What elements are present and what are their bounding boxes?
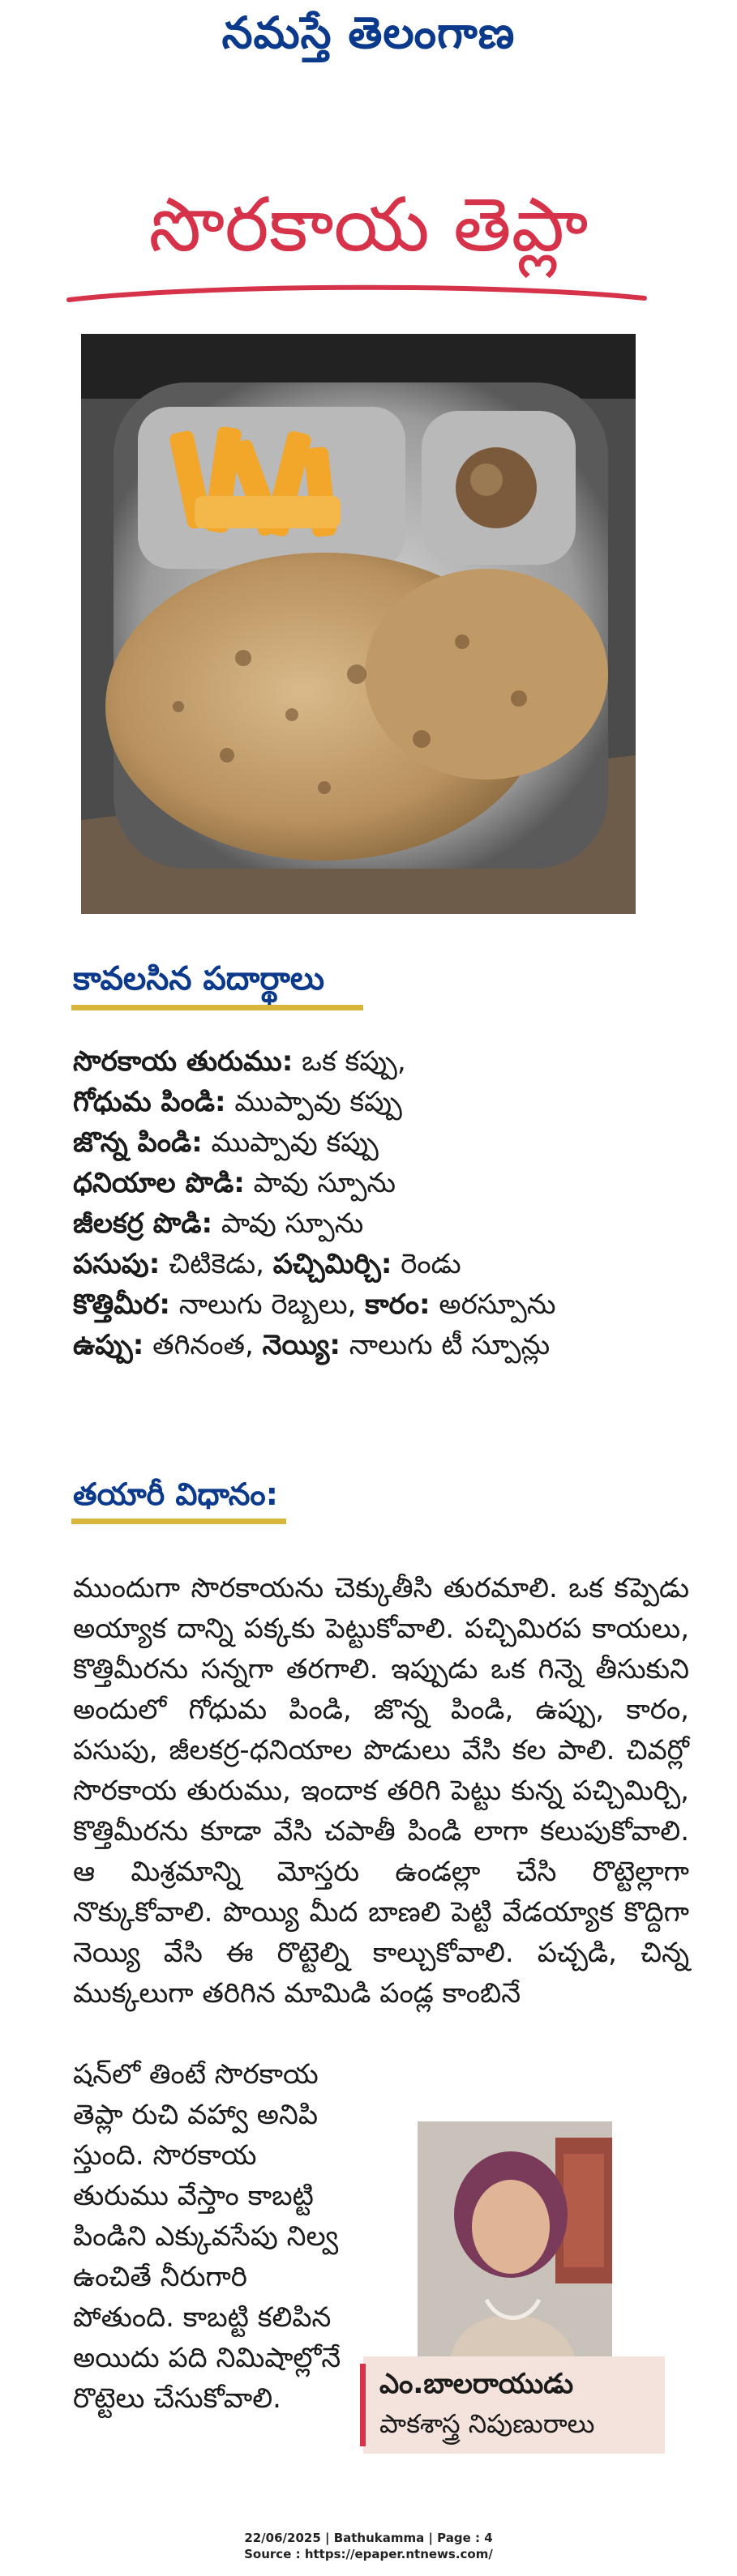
method-heading-underline <box>71 1519 286 1524</box>
method-text: ముందుగా సొరకాయను చెక్కుతీసి తురమాలి. ఒక కప్పెడు అయ్యాక దాన్ని పక్కకు పెట్టుకోవాలి. పచ్చిమిరప కాయలు, కొత్తిమీరను సన్నగా తరగాలి. ఇప్పుడు ఒక గిన్నె తీసుకుని అందులో గోధుమ పిండి, జొన్న పిండి, ఉప్పు, కారం, పసుపు, జీలకర్ర-ధనియాల పొడులు వేసి కల పాలి. చివర్లో సొరకాయ తురుము, ఇందాక తరిగి పెట్టు కున్న పచ్చిమిర్చి, కొత్తిమీరను కూడా వేసి చపాతీ పిండి లాగా కలుపుకోవాలి. ఆ మిశ్రమాన్ని మోస్తరు ఉండల్లా చేసి రొట్టెల్లాగా నొక్కుకోవాలి. పొయ్యి మీద బాణలి పెట్టి వేడయ్యాక కొద్దిగా నెయ్యి వేసి ఈ రొట్టెల్ని కాల్చుకోవాలి. పచ్చడి, చిన్న ముక్కలుగా తరిగిన మామిడి పండ్ల కాంబినే <box>73 1572 689 2010</box>
ingredient-line: జొన్న పిండి: ముప్పావు కప్పు <box>73 1126 379 1159</box>
ingredient-line: పసుపు: చిటికెడు, పచ్చిమిర్చి: రెండు <box>73 1248 461 1280</box>
ingredient-line: గోధుమ పిండి: ముప్పావు కప్పు <box>73 1086 402 1118</box>
footer-date-line: 22/06/2025 | Bathukamma | Page : 4 <box>244 2531 493 2545</box>
author-portrait <box>418 2121 612 2360</box>
ingredient-line: ఉప్పు: తగినంత, నెయ్యి: నాలుగు టీ స్పూన్లు <box>73 1329 551 1361</box>
author-role: పాకశాస్త్ర నిపుణురాలు <box>379 2408 595 2439</box>
method-line: స్తుంది. సొరకాయ <box>73 2139 257 2172</box>
method-line: షన్‌లో తింటే సొరకాయ <box>73 2058 319 2091</box>
ingredient-line: ధనియాల పొడి: పావు స్పూను <box>73 1167 396 1199</box>
footer-source-line: Source : https://epaper.ntnews.com/ <box>244 2547 493 2561</box>
ingredient-line: కొత్తిమీర: నాలుగు రెబ్బలు, కారం: అరస్పూను <box>73 1288 556 1321</box>
newspaper-masthead: నమస్తే తెలంగాణ <box>221 6 516 58</box>
byline-accent-bar <box>360 2364 366 2446</box>
ingredient-line: సొరకాయ తురుము: ఒక కప్పు, <box>73 1045 406 1078</box>
method-line: తురుము వేస్తాం కాబట్టి <box>73 2180 314 2212</box>
ingredients-heading: కావలసిన పదార్థాలు <box>73 960 325 998</box>
method-line: అయిదు పది నిమిషాల్లోనే <box>73 2342 341 2374</box>
author-name: ఎం.బాలరాయుడు <box>379 2368 574 2400</box>
recipe-photo <box>81 334 636 914</box>
method-line: పిండిని ఎక్కువసేపు నిల్వ <box>73 2220 339 2253</box>
method-line: ఉంచితే నీరుగారి <box>73 2261 247 2293</box>
method-line: తెప్లా రుచి వహ్వా అనిపి <box>73 2099 319 2131</box>
method-heading: తయారీ విధానం: <box>73 1476 278 1512</box>
ingredient-line: జీలకర్ర పొడి: పావు స్పూను <box>73 1207 364 1240</box>
title-underline <box>65 276 649 324</box>
page-footer <box>0 2530 737 2562</box>
method-line: రొట్టెలు చేసుకోవాలి. <box>73 2382 281 2415</box>
recipe-title: సొరకాయ తెప్లా <box>148 182 589 268</box>
ingredients-list <box>73 1041 689 1365</box>
ingredients-heading-underline <box>71 1005 363 1010</box>
method-line: పోతుంది. కాబట్టి కలిపిన <box>73 2301 332 2334</box>
